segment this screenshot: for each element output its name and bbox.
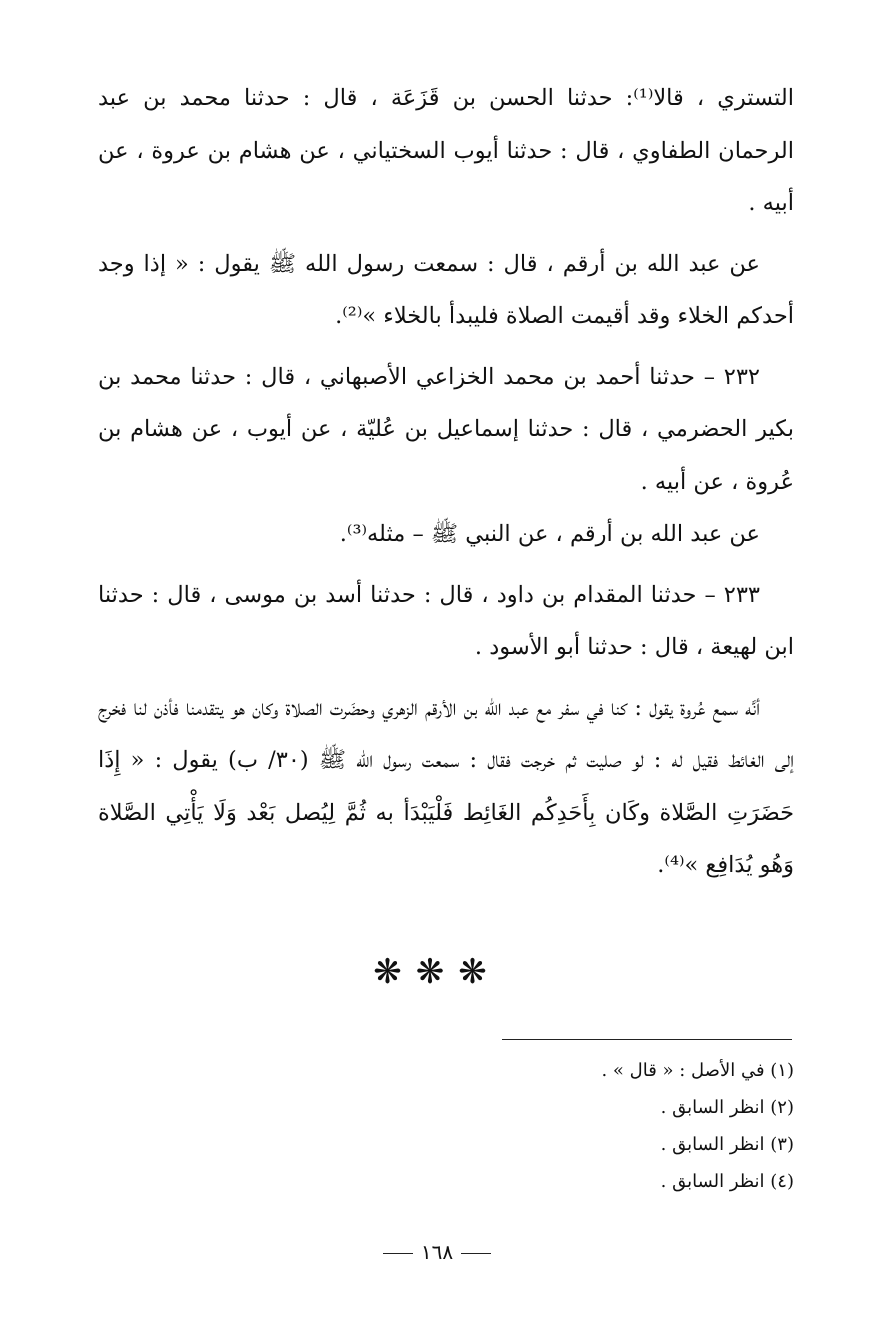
section-divider-ornament: ❋❋❋	[373, 952, 501, 992]
page-number-dash-left	[383, 1253, 413, 1254]
page-number-dash-right	[461, 1253, 491, 1254]
footnote-3: (٣) انظر السابق .	[660, 1134, 794, 1155]
page-number: ١٦٨	[420, 1240, 454, 1264]
paragraph-hadith-232: ٢٣٢ – حدثنا أحمد بن محمد الخزاعي الأصبهاني ، قال : حدثنا محمد بن بكير الحضرمي ، قال : حدثنا إسماعيل بن عُليّة ، عن أيوب ، عن هشام بن عُروة ، عن أبيه .	[98, 363, 794, 495]
footnote-4: (٤) انظر السابق .	[660, 1171, 794, 1192]
paragraph-hadith-text: عن عبد الله بن أرقم ، قال : سمعت رسول الله ﷺ يقول : « إذا وجد أحدكم الخلاء وقد أقيمت الصلاة فليبدأ بالخلاء »⁽²⁾.	[98, 250, 794, 329]
paragraph-hadith-233: ٢٣٣ – حدثنا المقدام بن داود ، قال : حدثنا أسد بن موسى ، قال : حدثنا ابن لهيعة ، قال : حدثنا أبو الأسود .	[98, 581, 794, 660]
footnote-separator	[502, 1039, 792, 1040]
footnote-1: (١) في الأصل : « قال » .	[601, 1060, 794, 1081]
paragraph-isnad-continuation: التستري ، قالا⁽¹⁾: حدثنا الحسن بن قَزَعَة ، قال : حدثنا محمد بن عبد الرحمان الطفاوي ، قال : حدثنا أيوب السختياني ، عن هشام بن عروة ، عن أبيه .	[98, 85, 794, 216]
paragraph-hadith-233-matn: أنَّه سمع عُروة يقول : كنا في سفر مع عبد الله بن الأرقم الزهري وحضَرت الصلاة وكان هو يتقدمنا فأذن لنا فخرج إلى الغائط فقيل له : لو صليت ثم خرجت فقال : سمعت رسول الله ﷺ (٣٠/ ب) يقول : « إِذَا حَضَرَتِ الصَّلاة وكَان بِأَحَدِكُم الغَائِط فَلْيَبْدَأ به ثُمَّ لِيُصل بَعْد وَلَا يَأْتِي الصَّلاة وَهُو يُدَافِع »⁽⁴⁾.	[98, 694, 794, 878]
paragraph-hadith-232-matn: عن عبد الله بن أرقم ، عن النبي ﷺ – مثله⁽³⁾.	[339, 521, 760, 547]
footnote-2: (٢) انظر السابق .	[660, 1097, 794, 1118]
footnotes	[300, 1052, 794, 1200]
main-text	[98, 72, 794, 892]
page-number-footer	[0, 1240, 874, 1264]
